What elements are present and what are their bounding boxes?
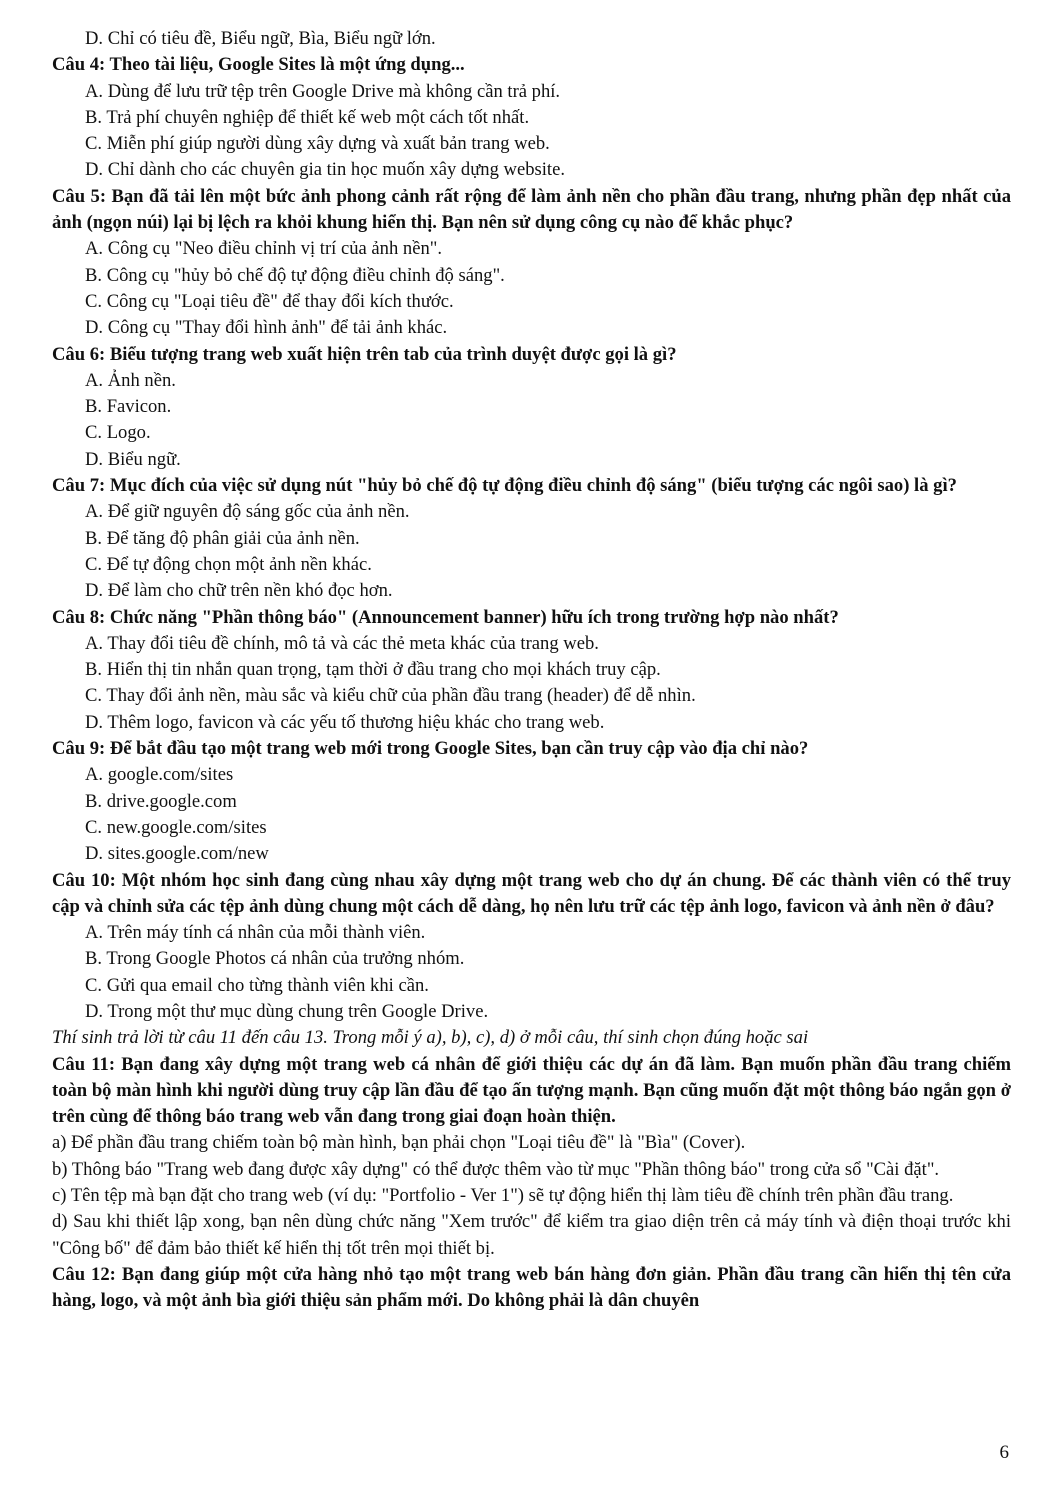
- option-text: B. Hiển thị tin nhắn quan trọng, tạm thời ở đầu trang cho mọi khách truy cập.: [85, 659, 661, 681]
- option-text: D. Trong một thư mục dùng chung trên Google Drive.: [85, 1000, 489, 1022]
- question-11: Câu 11: Bạn đang xây dựng một trang web cá nhân để giới thiệu các dự án đã làm. Bạn muốn phần đầu trang chiếm toàn bộ màn hình khi người dùng truy cập lần đầu để tạo ấn tượng mạnh. Bạn cũng muốn đặt một thông báo ngắn gọn ở trên cùng để thông báo trang web vẫn đang trong giai đoạn hoàn thiện.: [52, 1053, 1011, 1128]
- statement-text: c) Tên tệp mà bạn đặt cho trang web (ví dụ: "Portfolio - Ver 1") sẽ tự động hiển thị làm tiêu đề chính trên phần đầu trang.: [52, 1185, 954, 1207]
- option-text: B. Trong Google Photos cá nhân của trưởng nhóm.: [85, 948, 465, 970]
- option-text: C. Gửi qua email cho từng thành viên khi cần.: [85, 974, 429, 996]
- option-text: A. Trên máy tính cá nhân của mỗi thành viên.: [85, 922, 426, 944]
- question-5: Câu 5: Bạn đã tải lên một bức ảnh phong cảnh rất rộng để làm ảnh nền cho phần đầu trang, nhưng phần đẹp nhất của ảnh (ngọn núi) lại bị lệch ra khỏi khung hiển thị. Bạn nên sử dụng công cụ nào để khắc phục?: [52, 185, 1011, 234]
- option-text: A. google.com/sites: [85, 764, 234, 786]
- option-text: C. Logo.: [85, 422, 151, 444]
- option-text: B. Công cụ "hủy bỏ chế độ tự động điều chỉnh độ sáng".: [85, 264, 505, 286]
- option-text: D. Chỉ dành cho các chuyên gia tin học muốn xây dựng website.: [85, 159, 565, 181]
- question-4: Câu 4: Theo tài liệu, Google Sites là một ứng dụng...: [52, 54, 465, 76]
- option-text: A. Để giữ nguyên độ sáng gốc của ảnh nền.: [85, 501, 410, 523]
- question-12: Câu 12: Bạn đang giúp một cửa hàng nhỏ tạo một trang web bán hàng đơn giản. Phần đầu trang cần hiển thị tên cửa hàng, logo, và một ảnh bìa giới thiệu sản phẩm mới. Do không phải là dân chuyên: [52, 1263, 1011, 1312]
- statement-text: d) Sau khi thiết lập xong, bạn nên dùng chức năng "Xem trước" để kiểm tra giao diện trên cả máy tính và điện thoại trước khi "Công bố" để đảm bảo thiết kế hiển thị tốt trên mọi thiết bị.: [52, 1211, 1011, 1259]
- option-text: A. Ảnh nền.: [85, 369, 176, 391]
- page-number: 6: [999, 1442, 1009, 1463]
- option-text: C. Thay đổi ảnh nền, màu sắc và kiểu chữ của phần đầu trang (header) để dễ nhìn.: [85, 685, 696, 707]
- option-text: B. drive.google.com: [85, 790, 237, 812]
- option-text: C. Miễn phí giúp người dùng xây dựng và xuất bản trang web.: [85, 133, 550, 155]
- option-text: D. Chỉ có tiêu đề, Biểu ngữ, Bìa, Biểu ngữ lớn.: [85, 28, 436, 49]
- option-text: A. Dùng để lưu trữ tệp trên Google Drive mà không cần trả phí.: [85, 80, 561, 102]
- option-text: A. Thay đổi tiêu đề chính, mô tả và các thẻ meta khác của trang web.: [85, 632, 599, 654]
- option-text: B. Favicon.: [85, 396, 172, 418]
- instruction-text: Thí sinh trả lời từ câu 11 đến câu 13. Trong mỗi ý a), b), c), d) ở mỗi câu, thí sinh chọn đúng hoặc sai: [52, 1027, 809, 1049]
- question-6: Câu 6: Biểu tượng trang web xuất hiện trên tab của trình duyệt được gọi là gì?: [52, 343, 677, 365]
- option-text: C. Để tự động chọn một ảnh nền khác.: [85, 553, 372, 575]
- question-10: Câu 10: Một nhóm học sinh đang cùng nhau xây dựng một trang web cho dự án chung. Để các thành viên có thể truy cập và chỉnh sửa các tệp ảnh dùng chung một cách dễ dàng, họ nên lưu trữ các tệp ảnh logo, favicon và ảnh nền ở đâu?: [52, 869, 1011, 917]
- option-text: C. new.google.com/sites: [85, 816, 267, 838]
- option-text: D. Để làm cho chữ trên nền khó đọc hơn.: [85, 580, 393, 602]
- question-9: Câu 9: Để bắt đầu tạo một trang web mới trong Google Sites, bạn cần truy cập vào địa chỉ nào?: [52, 738, 809, 760]
- question-7: Câu 7: Mục đích của việc sử dụng nút "hủy bỏ chế độ tự động điều chỉnh độ sáng" (biểu tượng các ngôi sao) là gì?: [52, 475, 957, 497]
- question-8: Câu 8: Chức năng "Phần thông báo" (Announcement banner) hữu ích trong trường hợp nào nhất?: [52, 606, 839, 628]
- option-text: D. Công cụ "Thay đổi hình ảnh" để tải ảnh khác.: [85, 317, 448, 339]
- option-text: D. Biểu ngữ.: [85, 448, 181, 470]
- option-text: C. Công cụ "Loại tiêu đề" để thay đổi kích thước.: [85, 290, 454, 312]
- option-text: D. Thêm logo, favicon và các yếu tố thương hiệu khác cho trang web.: [85, 711, 605, 733]
- statement-text: b) Thông báo "Trang web đang được xây dựng" có thể được thêm vào từ mục "Phần thông báo" trong cửa sổ "Cài đặt".: [52, 1158, 940, 1180]
- option-text: D. sites.google.com/new: [85, 843, 269, 865]
- option-text: A. Công cụ "Neo điều chỉnh vị trí của ảnh nền".: [85, 238, 443, 260]
- option-text: B. Trả phí chuyên nghiệp để thiết kế web một cách tốt nhất.: [85, 106, 530, 128]
- statement-text: a) Để phần đầu trang chiếm toàn bộ màn hình, bạn phải chọn "Loại tiêu đề" là "Bìa" (Cover).: [52, 1132, 746, 1154]
- option-text: B. Để tăng độ phân giải của ảnh nền.: [85, 527, 360, 549]
